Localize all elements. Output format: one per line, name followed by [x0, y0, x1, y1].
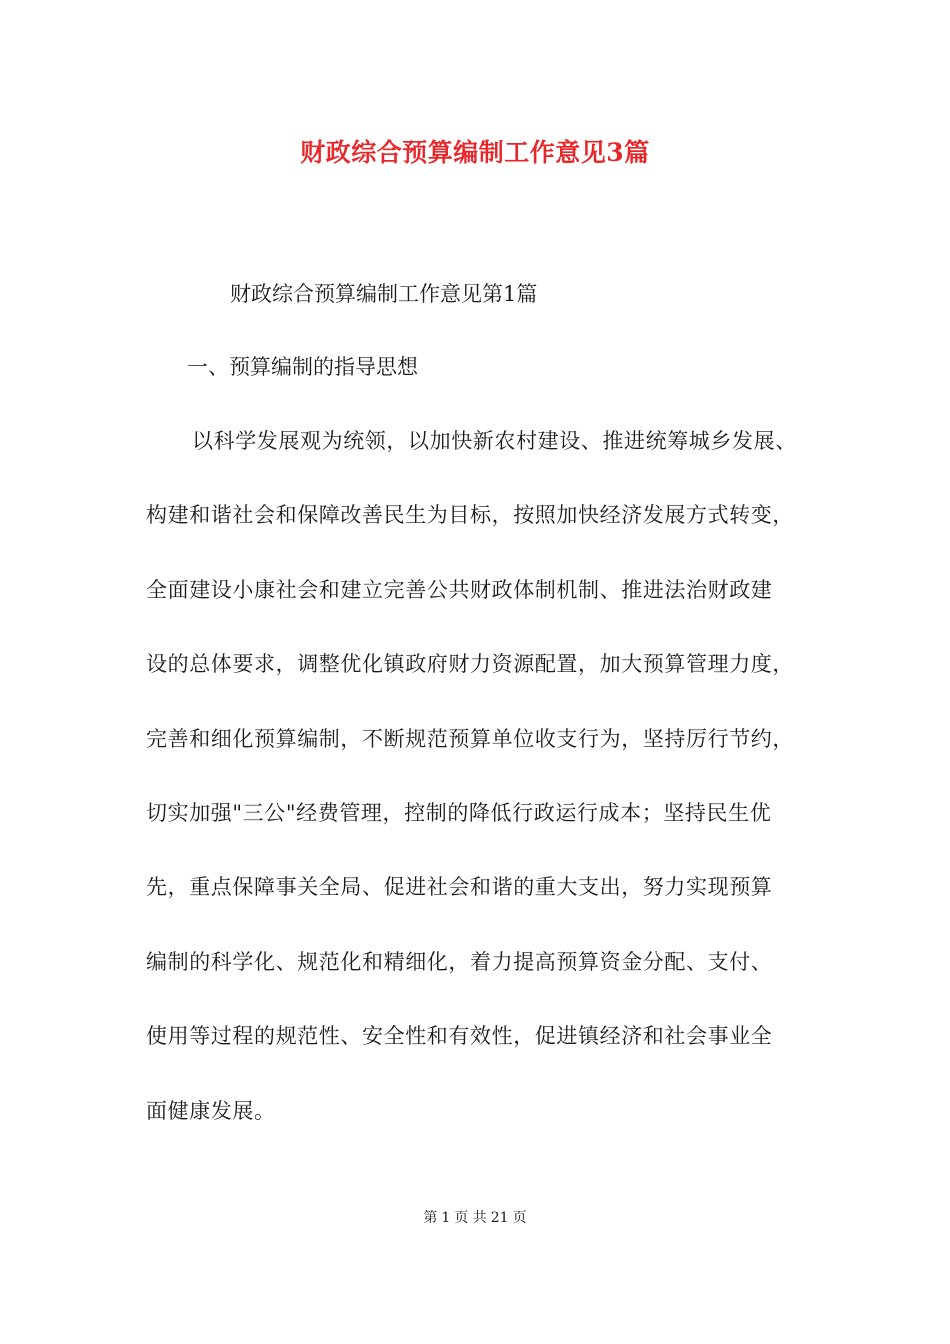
body-line: 设的总体要求，调整优化镇政府财力资源配置，加大预算管理力度， — [146, 652, 794, 677]
page-label-prefix: 第 — [423, 1210, 438, 1226]
body-paragraph — [146, 426, 826, 1170]
section-heading: 一、预算编制的指导思想 — [187, 355, 418, 379]
body-line: 先，重点保障事关全局、促进社会和谐的重大支出，努力实现预算 — [146, 875, 773, 900]
body-line: 以科学发展观为统领，以加快新农村建设、推进统筹城乡发展、 — [192, 429, 797, 453]
article-subtitle: 财政综合预算编制工作意见第1篇 — [230, 282, 538, 306]
total-pages: 21 — [490, 1210, 509, 1226]
body-line: 面健康发展。 — [146, 1098, 276, 1123]
body-line: 全面建设小康社会和建立完善公共财政体制机制、推进法治财政建 — [146, 577, 773, 602]
body-line: 完善和细化预算编制，不断规范预算单位收支行为，坚持厉行节约， — [146, 726, 794, 751]
page-footer — [0, 1208, 950, 1228]
page-label-suffix: 页 — [512, 1210, 527, 1226]
body-line: 使用等过程的规范性、安全性和有效性，促进镇经济和社会事业全 — [146, 1024, 773, 1049]
document-title: 财政综合预算编制工作意见3篇 — [300, 138, 650, 167]
body-line: 构建和谐社会和保障改善民生为目标，按照加快经济发展方式转变， — [146, 503, 794, 528]
page-number: 1 — [441, 1210, 451, 1226]
body-line: 切实加强"三公"经费管理，控制的降低行政运行成本；坚持民生优 — [146, 800, 772, 825]
page-label-mid: 页 共 — [454, 1210, 487, 1226]
body-line: 编制的科学化、规范化和精细化，着力提高预算资金分配、支付、 — [146, 949, 773, 974]
